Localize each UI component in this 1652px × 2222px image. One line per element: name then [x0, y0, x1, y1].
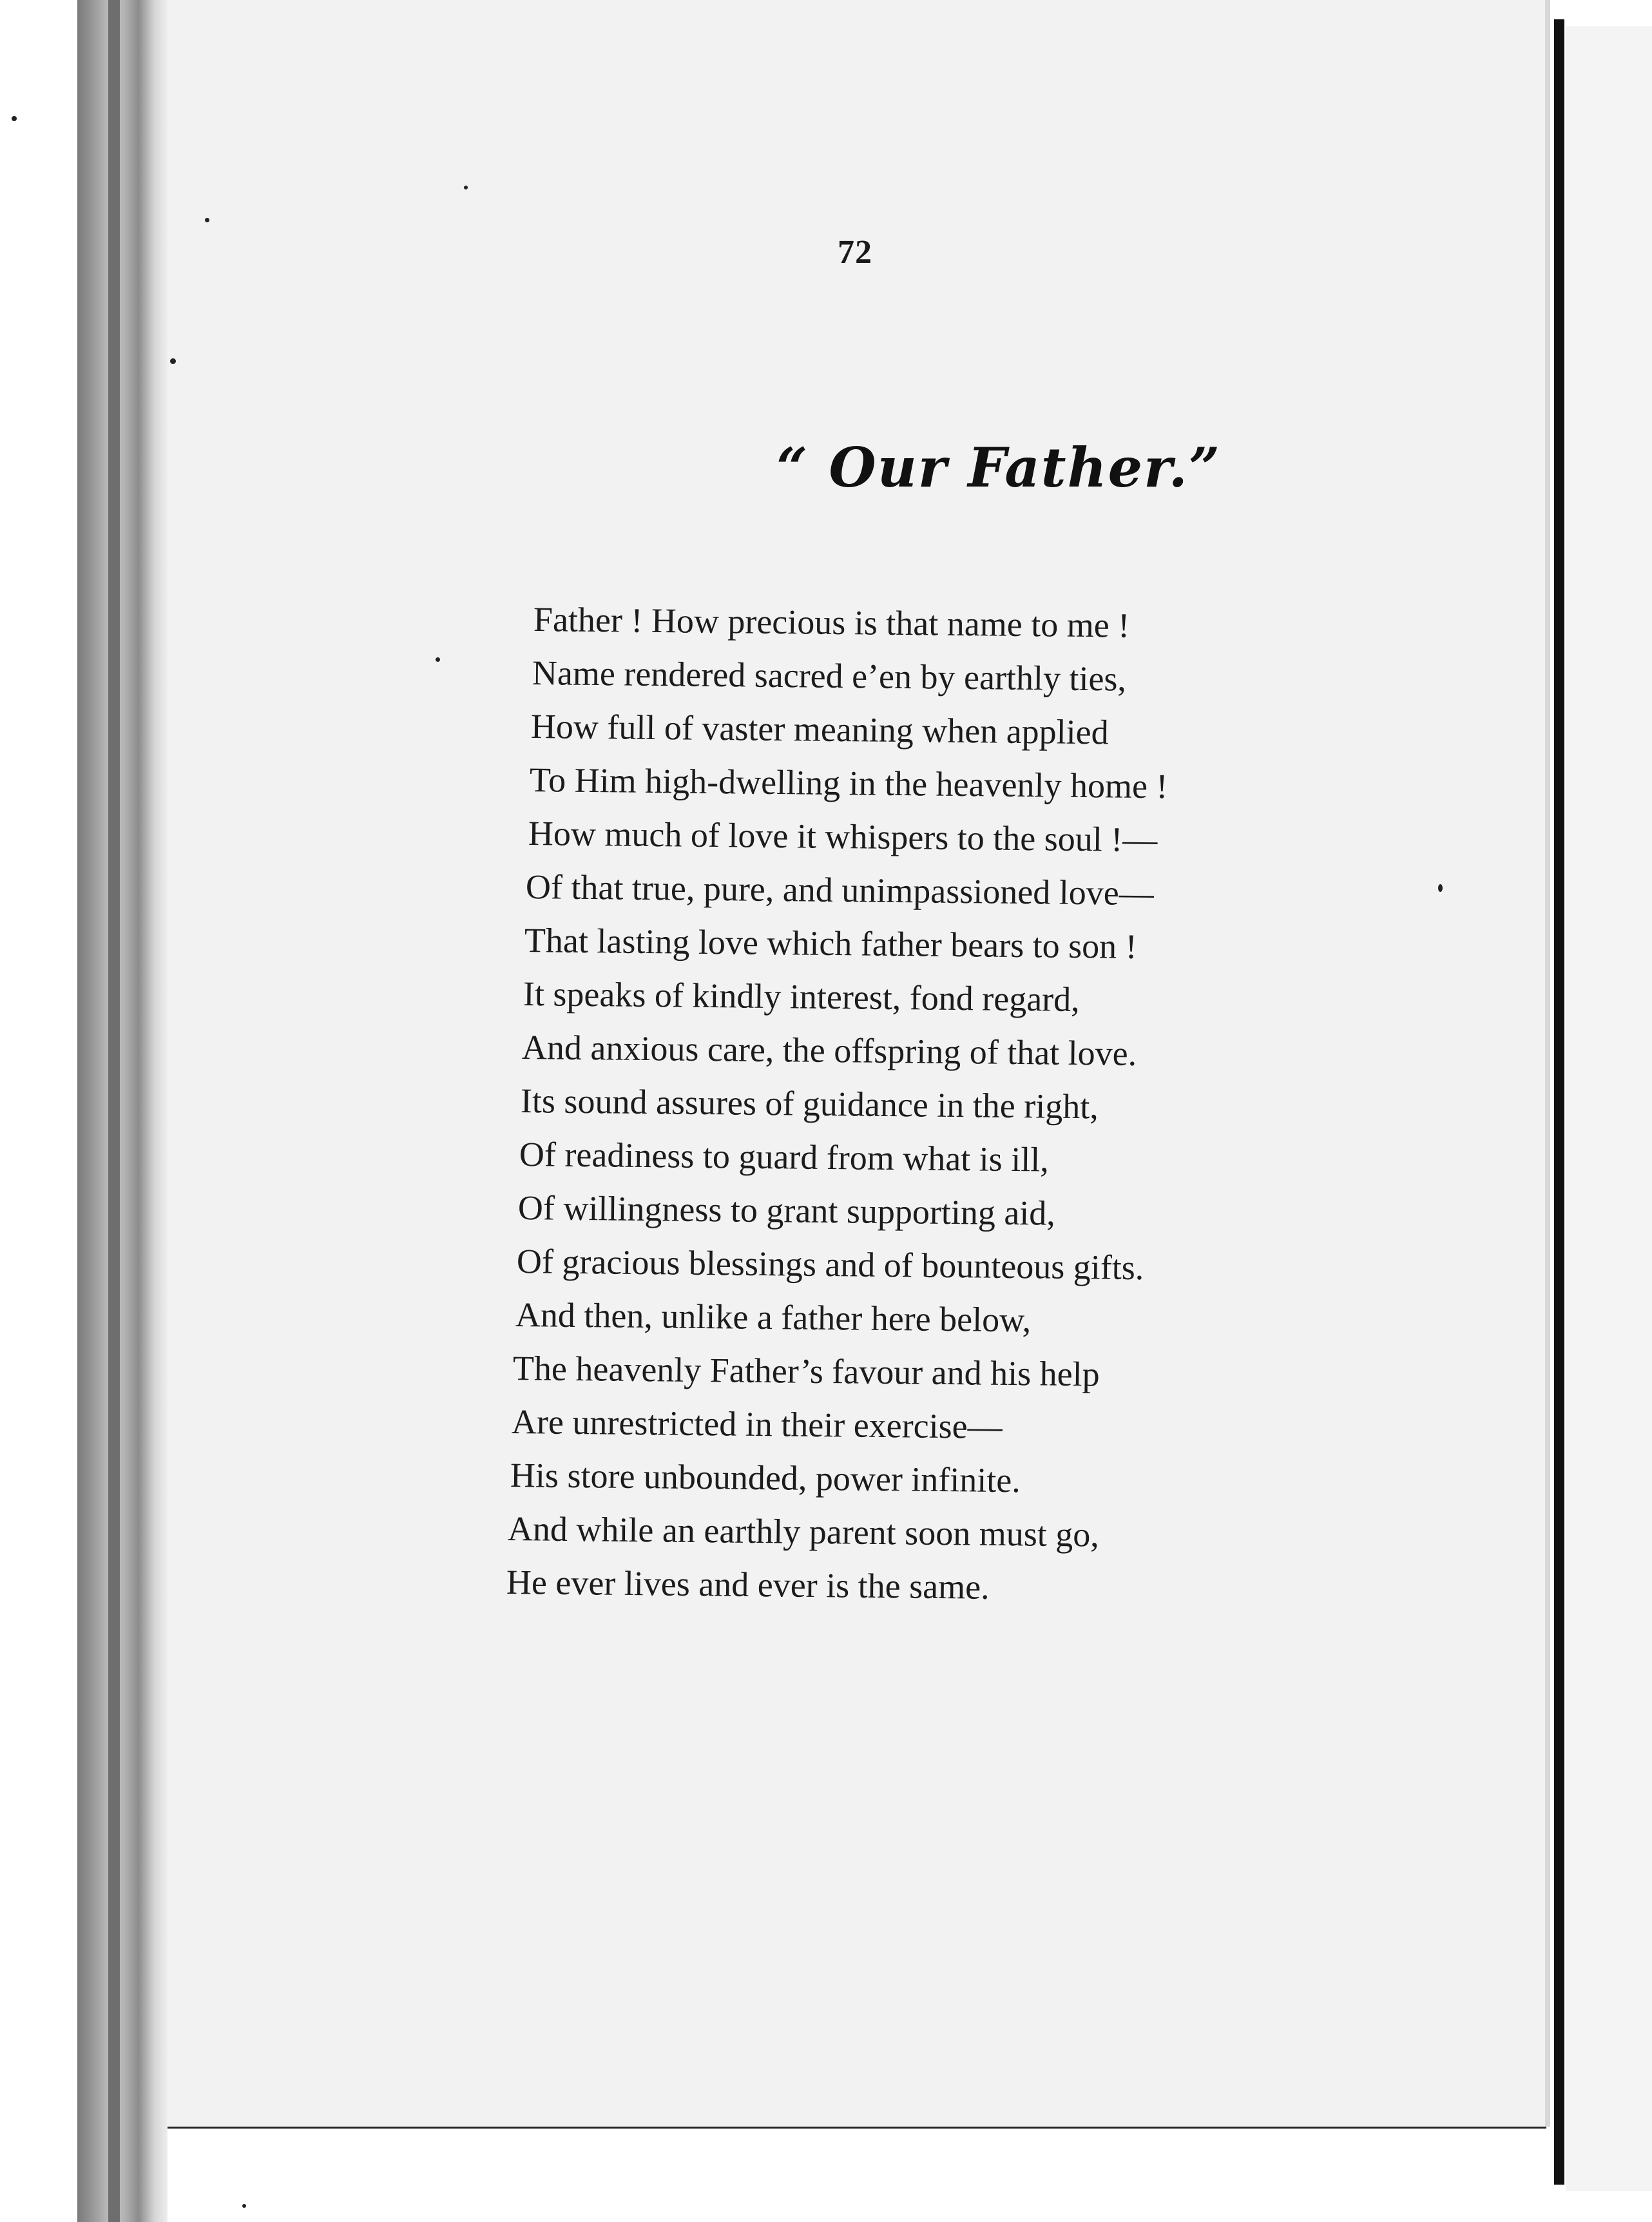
poem-line: And then, unlike a father here below,: [515, 1295, 1032, 1340]
poem-line: The heavenly Father’s favour and his help: [512, 1349, 1100, 1394]
poem-line: Name rendered sacred e’en by earthly ties,: [532, 653, 1127, 699]
poem-line: It speaks of kindly interest, fond regard,: [523, 974, 1081, 1019]
page-number: 72: [838, 234, 872, 271]
poem-title: “ Our Father.”: [776, 436, 1222, 499]
poem-line: How much of love it whispers to the soul !—: [528, 814, 1158, 860]
poem-line: Of willingness to grant supporting aid,: [517, 1188, 1056, 1233]
poem-line: And anxious care, the offspring of that love.: [521, 1028, 1137, 1073]
poem-line: Its sound assures of guidance in the right,: [520, 1081, 1099, 1126]
poem-line: Of readiness to guard from what is ill,: [519, 1135, 1050, 1179]
poem-line: How full of vaster meaning when applied: [530, 707, 1109, 752]
poem-line: Are unrestricted in their exercise—: [511, 1402, 1003, 1446]
poem-line: And while an earthly parent soon must go,: [507, 1509, 1100, 1554]
poem-line: Of gracious blessings and of bounteous gifts.: [516, 1242, 1144, 1288]
poem-line: That lasting love which father bears to son !: [524, 921, 1137, 966]
poem-line: His store unbounded, power infinite.: [510, 1456, 1021, 1500]
poem-line: Of that true, pure, and unimpassioned love—: [525, 867, 1155, 913]
poem-line: He ever lives and ever is the same.: [506, 1563, 990, 1607]
poem-line: Father ! How precious is that name to me !: [533, 600, 1130, 645]
poem-line: To Him high-dwelling in the heavenly home !: [529, 760, 1168, 806]
